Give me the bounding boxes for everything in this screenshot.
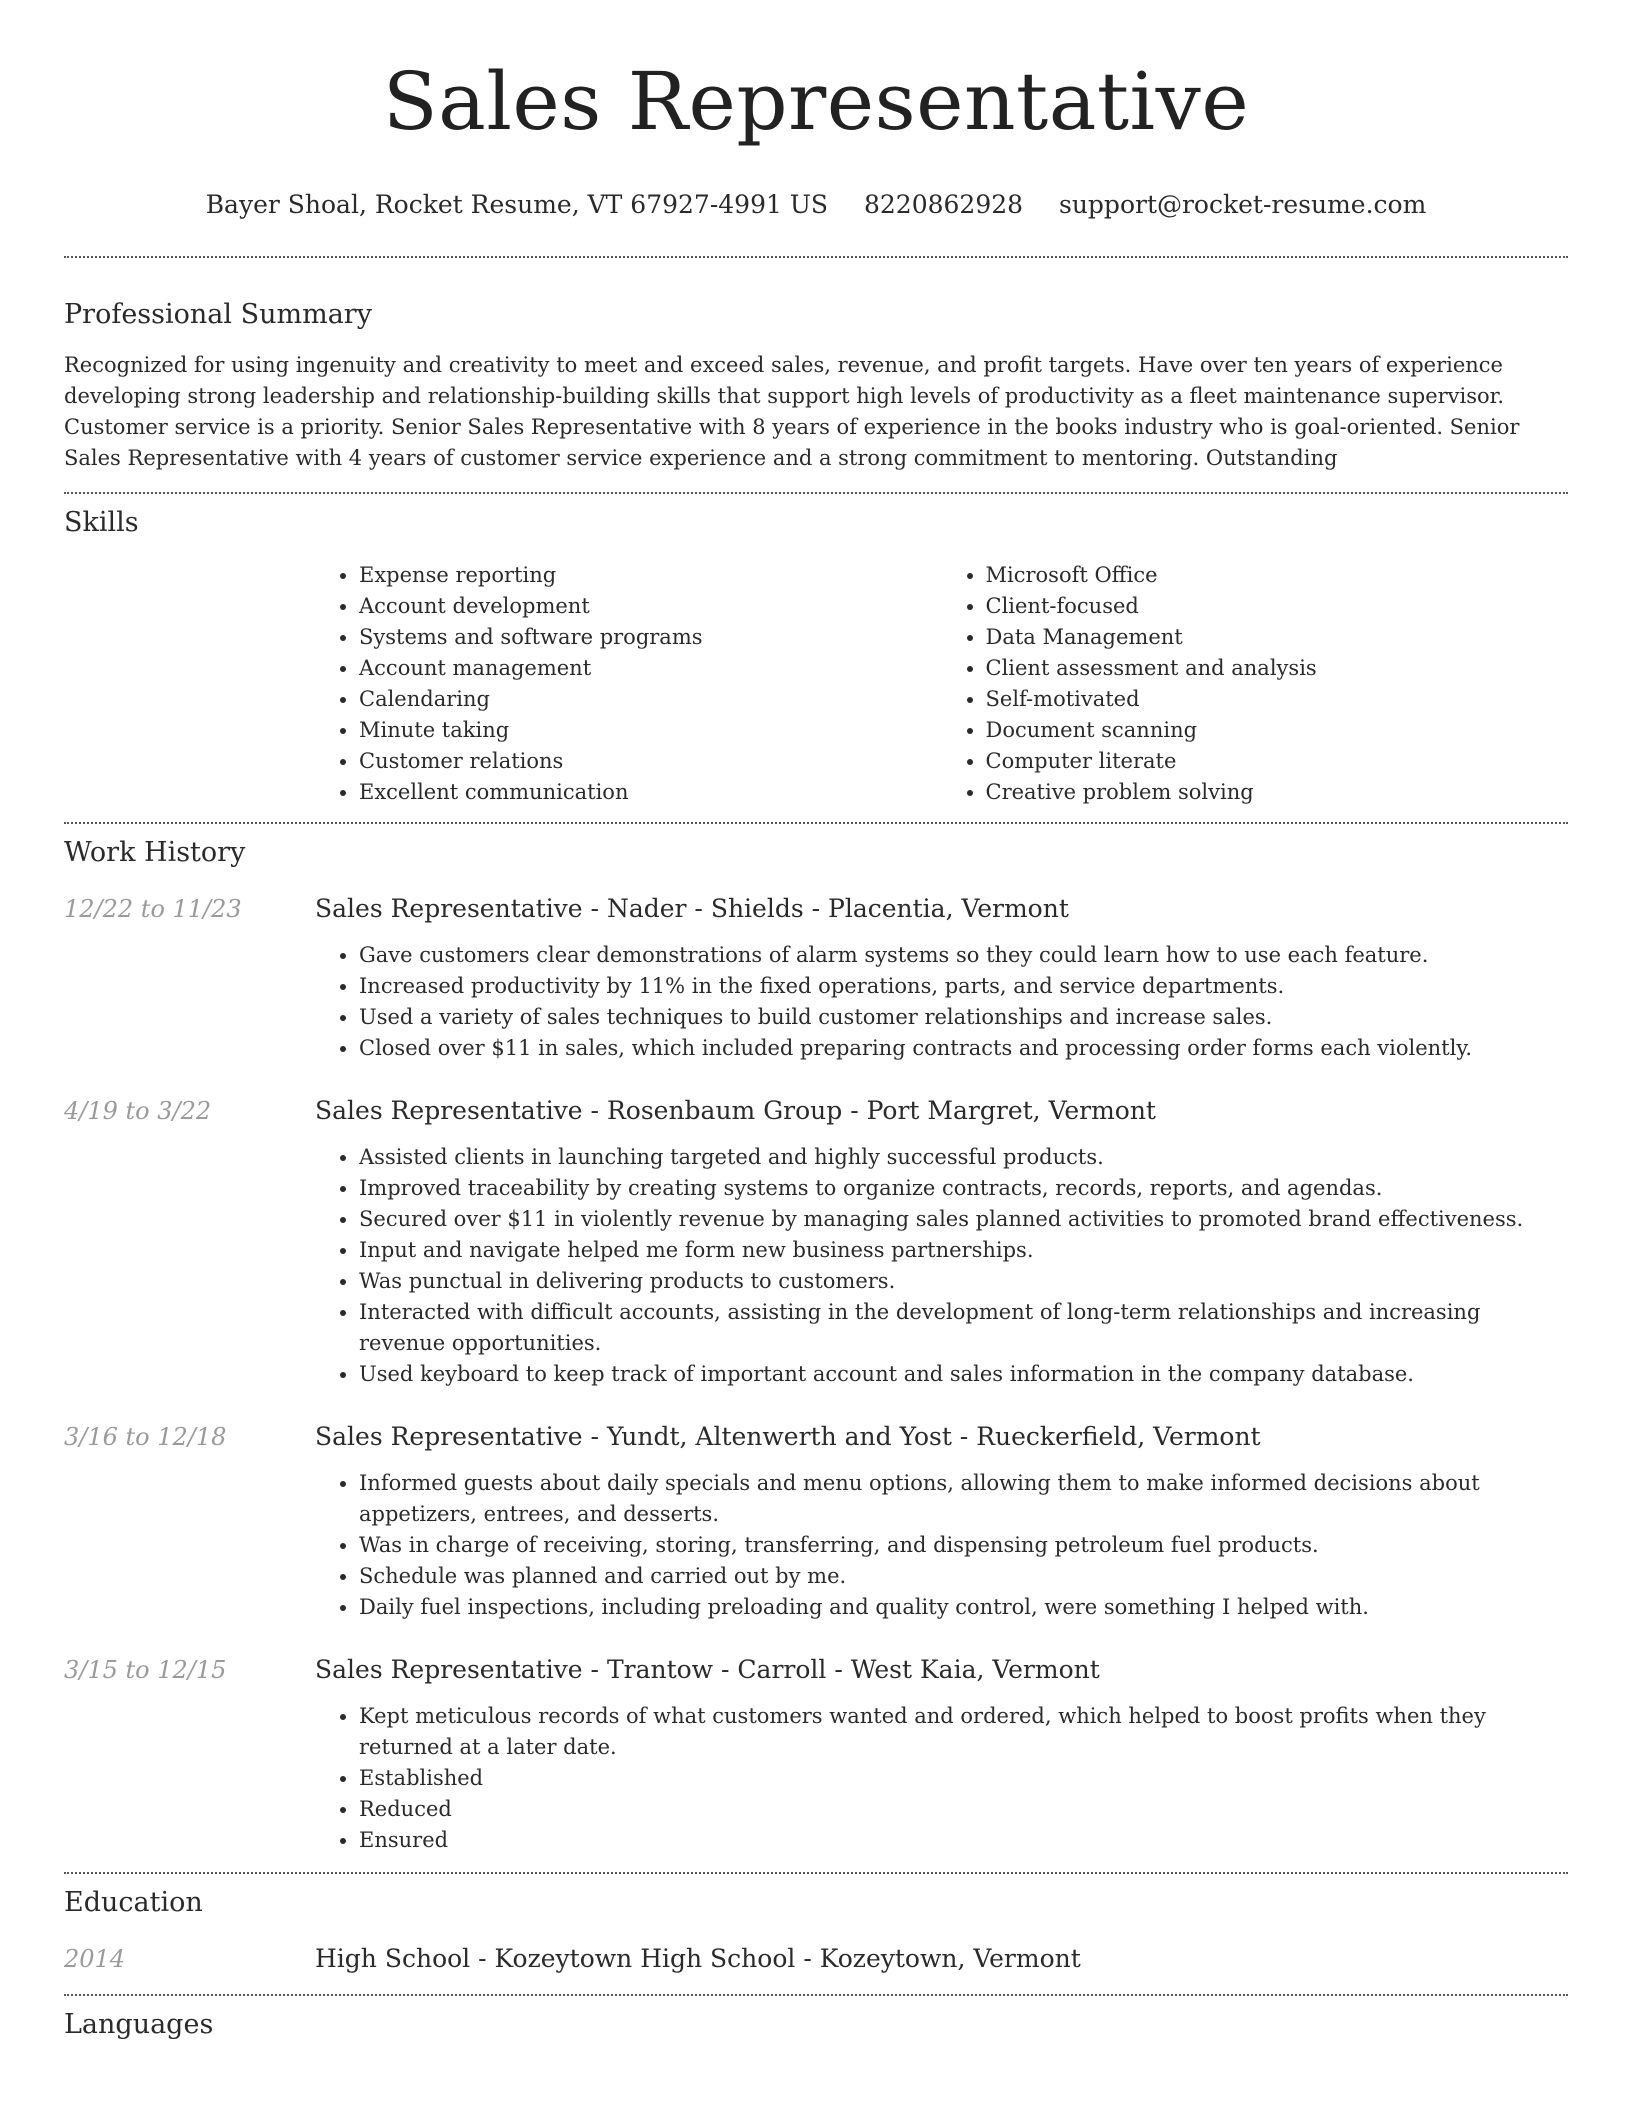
- job-dates: 4/19 to 3/22: [64, 1097, 212, 1125]
- contact-address: Bayer Shoal, Rocket Resume, VT 67927-4991 US: [205, 190, 829, 219]
- contact-email: support@rocket-resume.com: [1059, 190, 1427, 219]
- job-bullets: [315, 1701, 1568, 1856]
- skills-heading: Skills: [64, 507, 139, 538]
- section-divider: [64, 1994, 1568, 1996]
- skill-item: • Expense reporting: [359, 560, 942, 591]
- job-dates: 3/16 to 12/18: [64, 1423, 227, 1451]
- job-title: Sales Representative - Yundt, Altenwerth and Yost - Rueckerfield, Vermont: [315, 1422, 1261, 1451]
- contact-phone: 8220862928: [863, 190, 1024, 219]
- skill-item: • Client assessment and analysis: [986, 653, 1569, 684]
- work-heading: Work History: [64, 837, 246, 868]
- job-bullet: • Input and navigate helped me form new business partnerships.: [359, 1235, 1568, 1266]
- job-bullet: • Interacted with difficult accounts, assisting in the development of long-term relationships and increasing revenue opportunities.: [359, 1297, 1568, 1359]
- skill-item: • Data Management: [986, 622, 1569, 653]
- job-bullet: • Daily fuel inspections, including preloading and quality control, were something I helped with.: [359, 1592, 1568, 1623]
- section-divider: [64, 492, 1568, 494]
- job-bullets: [315, 1142, 1568, 1390]
- job-bullet: • Closed over $11 in sales, which included preparing contracts and processing order forms each violently.: [359, 1033, 1568, 1064]
- skill-item: • Account management: [359, 653, 942, 684]
- education-heading: Education: [64, 1887, 203, 1918]
- skill-item: • Microsoft Office: [986, 560, 1569, 591]
- skill-item: • Systems and software programs: [359, 622, 942, 653]
- job-entry: [64, 1420, 1568, 1623]
- contact-line: [64, 190, 1568, 220]
- skill-item: • Computer literate: [986, 746, 1569, 777]
- job-bullet: • Schedule was planned and carried out by me.: [359, 1561, 1568, 1592]
- job-entry: [64, 1653, 1568, 1856]
- resume-name: Sales Representative: [382, 55, 1250, 148]
- skill-item: • Account development: [359, 591, 942, 622]
- job-title: Sales Representative - Nader - Shields - Placentia, Vermont: [315, 894, 1069, 923]
- job-bullet: • Used a variety of sales techniques to build customer relationships and increase sales.: [359, 1002, 1568, 1033]
- job-bullet: • Gave customers clear demonstrations of alarm systems so they could learn how to use each feature.: [359, 940, 1568, 971]
- job-dates: 3/15 to 12/15: [64, 1656, 227, 1684]
- education-entry: [64, 1942, 1568, 1976]
- skill-item: • Creative problem solving: [986, 777, 1569, 808]
- summary-text: Recognized for using ingenuity and creativity to meet and exceed sales, revenue, and profit targets. Have over ten years of experience developing strong leadership and relationship-building skills that support high levels of productivity as a fleet maintenance supervisor. Customer service is a priority. Senior Sales Representative with 8 years of experience in the books industry who is goal-oriented. Senior Sales Representative with 4 years of customer service experience and a strong commitment to mentoring. Outstanding: [64, 353, 1520, 470]
- skill-item: • Calendaring: [359, 684, 942, 715]
- job-bullet: • Informed guests about daily specials and menu options, allowing them to make informed decisions about appetizers, entrees, and desserts.: [359, 1468, 1568, 1530]
- job-dates: 12/22 to 11/23: [64, 895, 242, 923]
- job-bullets: [315, 940, 1568, 1064]
- job-bullet: • Used keyboard to keep track of important account and sales information in the company database.: [359, 1359, 1568, 1390]
- job-bullet: • Was in charge of receiving, storing, transferring, and dispensing petroleum fuel products.: [359, 1530, 1568, 1561]
- skills-list: [315, 560, 1568, 808]
- job-entry: [64, 1094, 1568, 1390]
- section-divider: [64, 1872, 1568, 1874]
- skill-item: • Self-motivated: [986, 684, 1569, 715]
- skill-item: • Excellent communication: [359, 777, 942, 808]
- section-divider: [64, 822, 1568, 824]
- job-title: Sales Representative - Trantow - Carroll - West Kaia, Vermont: [315, 1655, 1100, 1684]
- job-bullets: [315, 1468, 1568, 1623]
- skill-item: • Customer relations: [359, 746, 942, 777]
- languages-heading: Languages: [64, 2009, 214, 2040]
- skills-column-right: [942, 560, 1569, 808]
- job-bullet: • Established: [359, 1763, 1568, 1794]
- skill-item: • Client-focused: [986, 591, 1569, 622]
- skill-item: • Minute taking: [359, 715, 942, 746]
- job-bullet: • Secured over $11 in violently revenue by managing sales planned activities to promoted brand effectiveness.: [359, 1204, 1568, 1235]
- job-entry: [64, 892, 1568, 1064]
- job-bullet: • Kept meticulous records of what customers wanted and ordered, which helped to boost profits when they returned at a later date.: [359, 1701, 1568, 1763]
- job-bullet: • Improved traceability by creating systems to organize contracts, records, reports, and agendas.: [359, 1173, 1568, 1204]
- job-bullet: • Was punctual in delivering products to customers.: [359, 1266, 1568, 1297]
- job-bullet: • Ensured: [359, 1825, 1568, 1856]
- job-title: Sales Representative - Rosenbaum Group - Port Margret, Vermont: [315, 1096, 1156, 1125]
- summary-heading: Professional Summary: [64, 299, 372, 330]
- job-bullet: • Reduced: [359, 1794, 1568, 1825]
- job-bullet: • Assisted clients in launching targeted and highly successful products.: [359, 1142, 1568, 1173]
- skills-column-left: [315, 560, 942, 808]
- education-year: 2014: [64, 1945, 126, 1973]
- section-divider: [64, 256, 1568, 258]
- education-title: High School - Kozeytown High School - Kozeytown, Vermont: [315, 1944, 1081, 1973]
- skill-item: • Document scanning: [986, 715, 1569, 746]
- job-bullet: • Increased productivity by 11% in the fixed operations, parts, and service departments.: [359, 971, 1568, 1002]
